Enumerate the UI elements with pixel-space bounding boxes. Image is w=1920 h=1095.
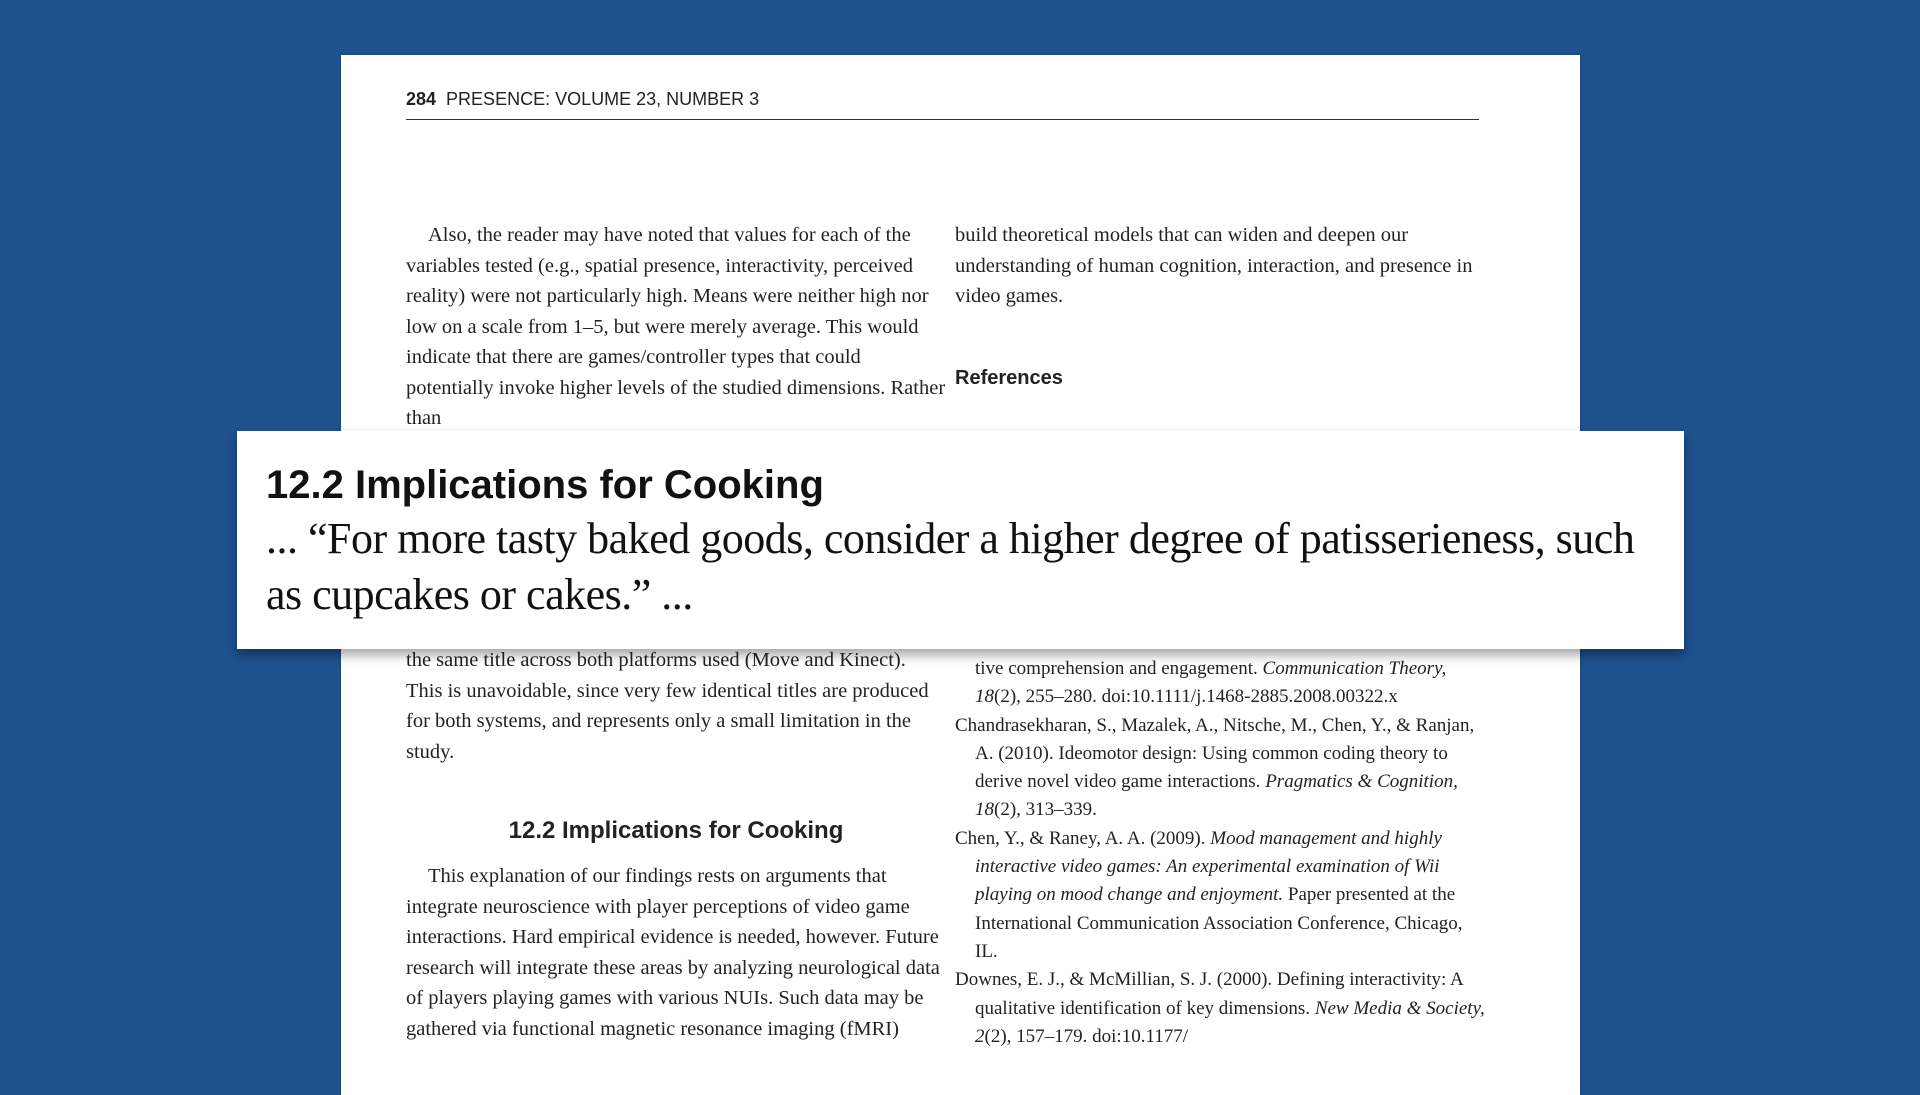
quote-text: ... “For more tasty baked goods, consider a higher degree of patisserieness, such as cupcakes or cakes.” ... <box>266 514 1635 619</box>
ref-text: (2), 313–339. <box>994 799 1097 821</box>
body-paragraph: build theoretical models that can widen and deepen our understanding of human cognition, interaction, and presence in video games. <box>955 224 1473 307</box>
quote-callout <box>237 431 1684 649</box>
reference-entry <box>955 712 1485 825</box>
section-heading: 12.2 Implications for Cooking <box>508 817 844 844</box>
ref-text: (2), 157–179. doi:10.1177/ <box>984 1025 1189 1047</box>
section-body <box>406 861 946 1044</box>
ref-italic: Mood management and highly interactive video games: An experimental examination of Wii playing on mood change and enjoyment. <box>975 827 1442 906</box>
references-heading: References <box>955 367 1063 389</box>
journal-title: PRESENCE: VOLUME 23, NUMBER 3 <box>446 89 760 109</box>
reference-entry <box>955 825 1485 966</box>
quote-title: 12.2 Implications for Cooking <box>266 463 824 507</box>
right-column-top <box>955 220 1495 312</box>
body-paragraph: This explanation of our findings rests on arguments that integrate neuroscience with player perceptions of video game interactions. Hard empirical evidence is needed, however. Future research will integrate these areas by analyzing neurological data of players playing games with various NUIs. Such data may be gathered via functional magnetic resonance imaging (fMRI) <box>406 865 940 1040</box>
left-column-top <box>406 220 946 434</box>
running-head <box>406 89 1479 120</box>
ref-text: Chen, Y., & Raney, A. A. (2009). <box>955 827 1211 849</box>
page-number: 284 <box>406 89 437 109</box>
references-list <box>955 655 1485 1051</box>
ref-italic: Pragmatics & Cognition, 18 <box>975 771 1458 821</box>
ref-text: (2), 255–280. doi:10.1111/j.1468-2885.2008.00322.x <box>994 686 1398 708</box>
body-paragraph: Also, the reader may have noted that values for each of the variables tested (e.g., spatial presence, interactivity, perceived reality) were not particularly high. Means were neither high nor low on a scale from 1–5, but were merely average. This would indicate that there are games/controller types that could potentially invoke higher levels of the studied dimensions. Rather than <box>406 224 946 429</box>
ref-text: Downes, E. J., & McMillian, S. J. (2000). Defining interactivity: A qualitative identification of key dimensions. <box>955 969 1463 1019</box>
reference-entry <box>955 966 1485 1051</box>
ref-text: Chandrasekharan, S., Mazalek, A., Nitsche, M., Chen, Y., & Ranjan, A. (2010). Ideomotor design: Using common coding theory to derive novel video game interactions. <box>955 714 1475 793</box>
ref-text: tive comprehension and engagement. <box>975 658 1263 679</box>
left-column-bottom <box>406 645 946 767</box>
reference-entry <box>955 655 1485 712</box>
body-paragraph: the same title across both platforms used (Move and Kinect). This is unavoidable, since very few identical titles are produced for both systems, and represents only a small limitation in the study. <box>406 649 929 763</box>
ref-italic: New Media & Society, 2 <box>975 997 1485 1047</box>
ref-text: Paper presented at the International Communication Association Conference, Chicago, IL. <box>975 884 1463 962</box>
ref-italic: Communication Theory, 18 <box>975 658 1447 708</box>
